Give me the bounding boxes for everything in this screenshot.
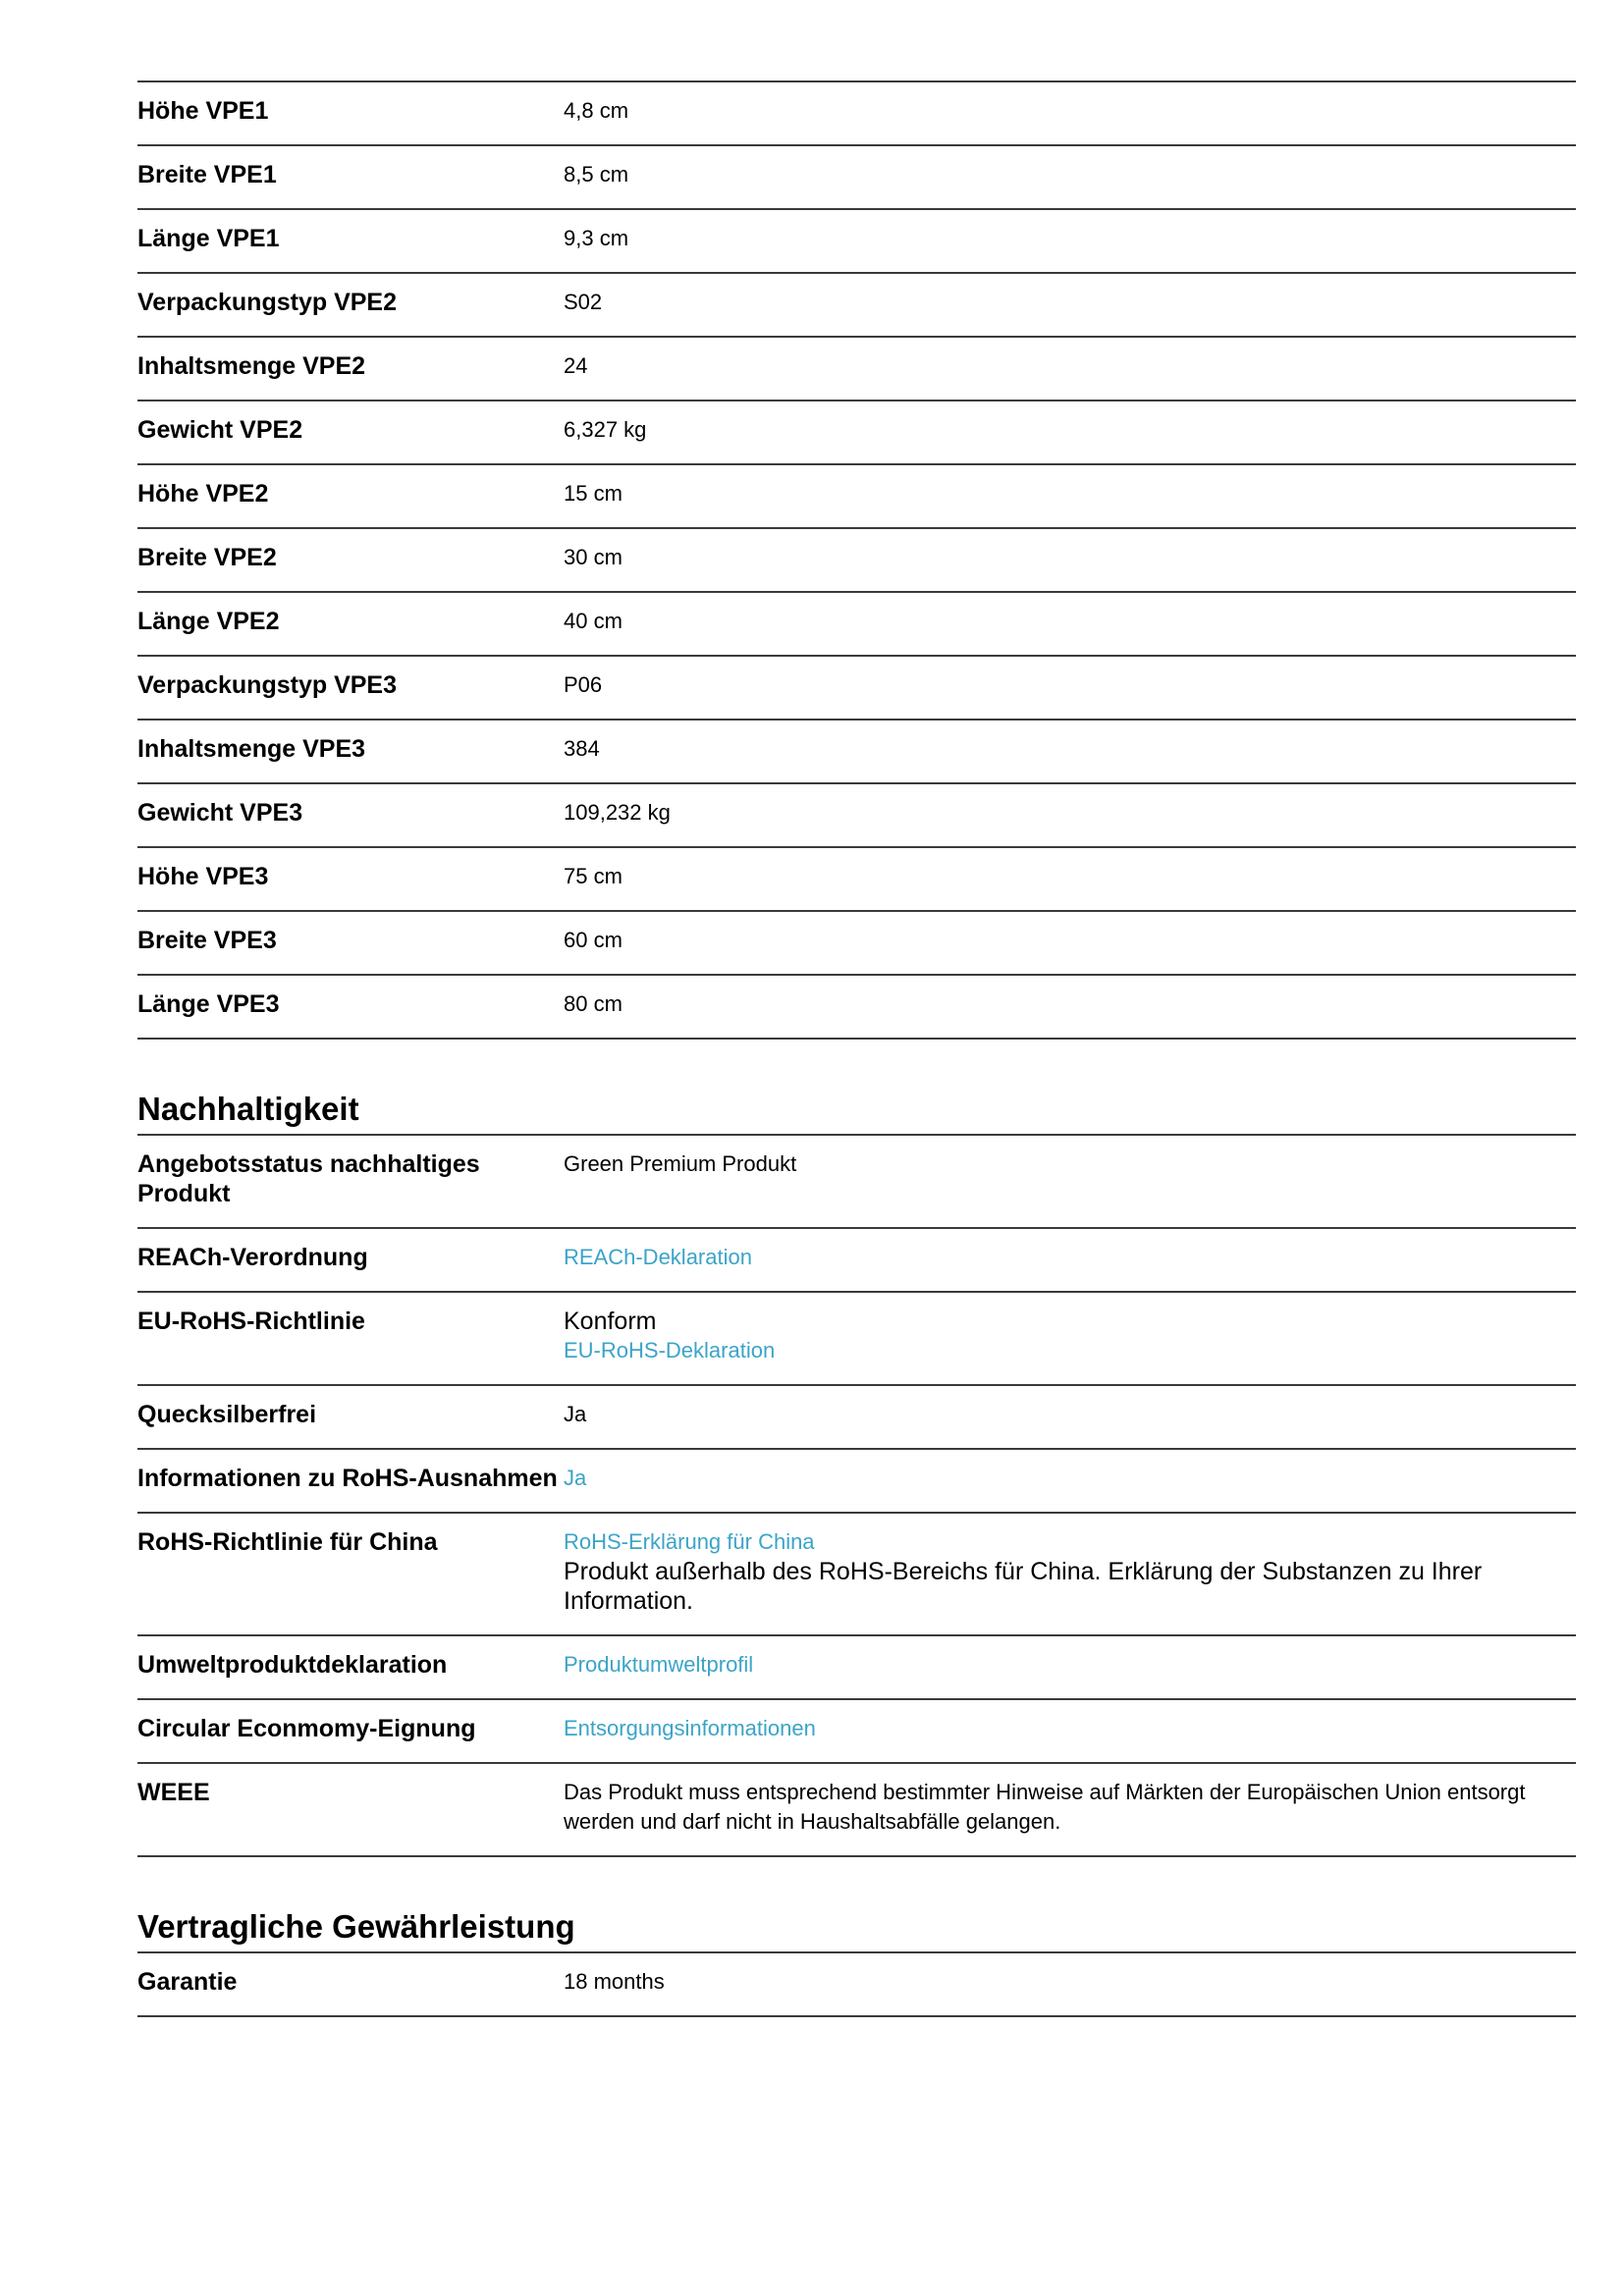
table-row	[137, 209, 1576, 273]
eu-rohs-declaration-link[interactable]: EU-RoHS-Deklaration	[564, 1338, 776, 1362]
spec-label: EU-RoHS-Richtlinie	[137, 1308, 365, 1335]
table-row	[137, 911, 1576, 975]
spec-label: Breite VPE2	[137, 544, 277, 571]
spec-value: 80 cm	[564, 991, 623, 1016]
spec-label: Umweltproduktdeklaration	[137, 1651, 448, 1679]
table-row	[137, 1292, 1576, 1385]
spec-value: 75 cm	[564, 864, 623, 888]
sustainability-table	[137, 1136, 1576, 1857]
spec-value: Ja	[564, 1402, 587, 1426]
table-row	[137, 592, 1576, 656]
table-row	[137, 1449, 1576, 1513]
spec-label: Circular Econmomy-Eignung	[137, 1715, 476, 1742]
datasheet-page	[137, 80, 1576, 2017]
spec-value: 24	[564, 353, 588, 378]
spec-value: 6,327 kg	[564, 417, 647, 442]
section-title-warranty: Vertragliche Gewährleistung	[137, 1906, 1576, 1953]
table-row	[137, 1699, 1576, 1763]
table-row	[137, 337, 1576, 400]
spec-value: 9,3 cm	[564, 226, 629, 250]
table-row	[137, 145, 1576, 209]
spec-value: 15 cm	[564, 481, 623, 506]
reach-declaration-link[interactable]: REACh-Deklaration	[564, 1245, 752, 1269]
spec-value: 18 months	[564, 1969, 665, 1994]
spec-label: Garantie	[137, 1968, 238, 1996]
spec-value: Das Produkt muss entsprechend bestimmter Hinweise auf Märkten der Europäischen Union entsorgt werden und darf nicht in Haushaltsabfälle gelangen.	[564, 1780, 1526, 1834]
spec-value: Produkt außerhalb des RoHS-Bereichs für China. Erklärung der Substanzen zu Ihrer Information.	[564, 1558, 1483, 1615]
packaging-rows	[137, 81, 1576, 1039]
product-environment-profile-link[interactable]: Produktumweltprofil	[564, 1652, 754, 1677]
table-row	[137, 1385, 1576, 1449]
table-row	[137, 1953, 1576, 2016]
spec-value: Green Premium Produkt	[564, 1151, 797, 1176]
table-row	[137, 975, 1576, 1039]
spec-value: S02	[564, 290, 603, 314]
spec-value: Konform	[564, 1308, 657, 1335]
spec-label: Angebotsstatus nachhaltiges Produkt	[137, 1150, 480, 1207]
spec-label: RoHS-Richtlinie für China	[137, 1528, 438, 1556]
table-row	[137, 528, 1576, 592]
table-row	[137, 1635, 1576, 1699]
spec-value: 8,5 cm	[564, 162, 629, 187]
packaging-table	[137, 80, 1576, 1040]
table-row	[137, 400, 1576, 464]
spec-value: 384	[564, 736, 600, 761]
table-row	[137, 1136, 1576, 1228]
spec-label: REACh-Verordnung	[137, 1244, 368, 1271]
warranty-table	[137, 1953, 1576, 2017]
spec-label: WEEE	[137, 1779, 210, 1806]
spec-value: 60 cm	[564, 928, 623, 952]
spec-label: Höhe VPE1	[137, 97, 269, 125]
spec-label: Verpackungstyp VPE2	[137, 289, 398, 316]
rohs-china-declaration-link[interactable]: RoHS-Erklärung für China	[564, 1529, 815, 1554]
table-row	[137, 783, 1576, 847]
rohs-exemptions-link[interactable]: Ja	[564, 1466, 587, 1490]
spec-label: Höhe VPE2	[137, 480, 269, 507]
spec-label: Inhaltsmenge VPE3	[137, 735, 366, 763]
table-row	[137, 847, 1576, 911]
spec-value: 30 cm	[564, 545, 623, 569]
spec-value: 4,8 cm	[564, 98, 629, 123]
table-row	[137, 1228, 1576, 1292]
spec-label: Breite VPE3	[137, 927, 277, 954]
table-row	[137, 273, 1576, 337]
spec-value: 40 cm	[564, 609, 623, 633]
spec-value: P06	[564, 672, 603, 697]
spec-label: Gewicht VPE2	[137, 416, 303, 444]
table-row	[137, 1763, 1576, 1856]
table-row	[137, 656, 1576, 720]
spec-value: 109,232 kg	[564, 800, 671, 825]
table-row	[137, 720, 1576, 783]
spec-label: Länge VPE2	[137, 608, 280, 635]
spec-label: Länge VPE3	[137, 990, 280, 1018]
spec-label: Quecksilberfrei	[137, 1401, 317, 1428]
spec-label: Inhaltsmenge VPE2	[137, 352, 366, 380]
spec-label: Gewicht VPE3	[137, 799, 303, 827]
table-row	[137, 81, 1576, 145]
spec-label: Verpackungstyp VPE3	[137, 671, 398, 699]
spec-label: Höhe VPE3	[137, 863, 269, 890]
table-row	[137, 1513, 1576, 1635]
spec-label: Informationen zu RoHS-Ausnahmen	[137, 1465, 558, 1492]
spec-label: Breite VPE1	[137, 161, 277, 188]
section-title-sustainability: Nachhaltigkeit	[137, 1089, 1576, 1136]
spec-label: Länge VPE1	[137, 225, 280, 252]
disposal-information-link[interactable]: Entsorgungsinformationen	[564, 1716, 816, 1740]
table-row	[137, 464, 1576, 528]
